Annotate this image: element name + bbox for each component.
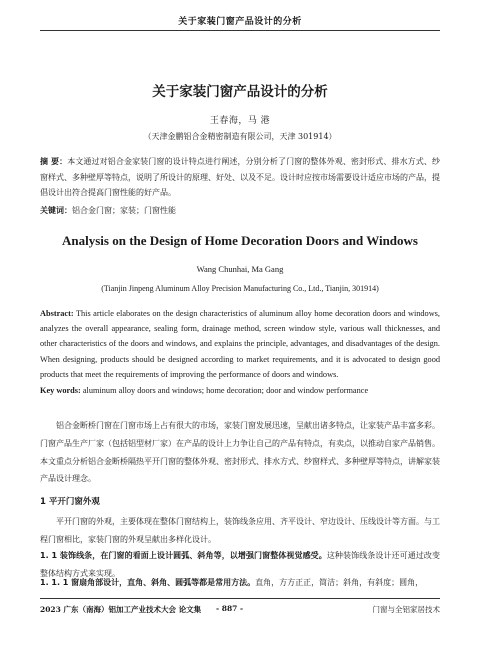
section-paragraph: 平开门窗的外观，主要体现在整体门窗结构上，装饰线条应用、齐平设计、窄边设计、压线设计等方面。与工程门窗相比，家装门窗的外观呈献出多样化设计。 [40, 517, 440, 544]
chinese-affiliation: （天津金鹏铝合金精密制造有限公司，天津 301914） [143, 132, 337, 141]
footer-section: 门窗与全铝家居技术 [372, 605, 440, 614]
header-rule [40, 30, 440, 31]
chinese-keywords-text: 铝合金门窗；家装；门窗性能 [72, 206, 176, 215]
english-keywords [40, 383, 440, 398]
subsection-heading: 1. 1 装饰线条，在门窗的看面上设计圆弧、斜角等，以增强门窗整体视觉感受。 [40, 551, 327, 560]
chinese-abstract-text: 本文通过对铝合金家装门窗的设计特点进行阐述，分别分析了门窗的整体外观、密封形式、排水方式、纱窗样式、多种壁厚等特点，说明了所设计的原理、好处、以及不足。设计时应按市场需要设计适应市场的产品，提倡设计出符合提高门窗性能的好产品。 [40, 157, 440, 197]
chinese-keywords-label: 关键词： [40, 205, 72, 215]
intro-paragraph: 铝合金断桥门窗在门窗市场上占有很大的市场，家装门窗发展迅速，呈献出诸多特点，让家装产品丰富多彩。门窗产品生产厂家（包括铝型材厂家）在产品的设计上力争让自己的产品有特点，有卖点，以推动自家产品销售。本文重点分析铝合金断桥隔热平开门窗的整体外观、密封形式、排水方式、纱窗样式、多种壁厚等特点，讲解家装产品设计理念。 [40, 421, 440, 484]
english-affiliation: (Tianjin Jinpeng Aluminum Alloy Precision Manufacturing Co., Ltd., Tianjin, 301914) [101, 284, 379, 293]
chinese-abstract [40, 154, 440, 201]
chinese-keywords [40, 203, 440, 219]
chinese-title: 关于家装门窗产品设计的分析 [152, 84, 328, 100]
subsubsection-paragraph [40, 574, 440, 592]
running-header: 关于家装门窗产品设计的分析 [178, 17, 302, 27]
chinese-abstract-label: 摘 要： [40, 156, 68, 166]
english-abstract-label: Abstract: [40, 309, 74, 318]
section-heading: 1 平开门窗外观 [40, 497, 100, 507]
footer-proceedings: 2023 广东（南海）铝加工产业技术大会 论文集 [40, 605, 202, 614]
english-title: Analysis on the Design of Home Decoration Doors and Windows [62, 233, 418, 248]
english-abstract [40, 306, 440, 382]
english-keywords-text: aluminum alloy doors and windows; home decoration; door and window performance [80, 386, 369, 395]
page-number: - 887 - [216, 604, 244, 613]
footer-rule [40, 598, 440, 599]
chinese-authors: 王春海，马 港 [209, 116, 271, 126]
english-abstract-text: This article elaborates on the design characteristics of aluminum alloy home decoration doors and windows, analyzes the overall appearance, sealing form, drainage method, screen window style, various wall thicknesses, and other characteristics of the doors and windows, and explains the principle, advantages, and disadvantages of the design. When designing, products should be designed according to market requirements, and it is advocated to design good products that meet the requirements of improving the performance of doors and windows. [40, 309, 440, 379]
subsection-text: 这种装饰线条设计还可通过改变整体结构方式来实现。 [40, 551, 440, 578]
subsubsection-text: 直角，方方正正，简洁；斜角，有斜度；圆角， [255, 578, 424, 587]
subsubsection-heading: 1. 1. 1 窗扇角部设计，直角、斜角、圆弧等都是常用方法。 [40, 578, 256, 587]
english-keywords-label: Key words: [40, 386, 81, 395]
english-authors: Wang Chunhai, Ma Gang [196, 264, 284, 274]
